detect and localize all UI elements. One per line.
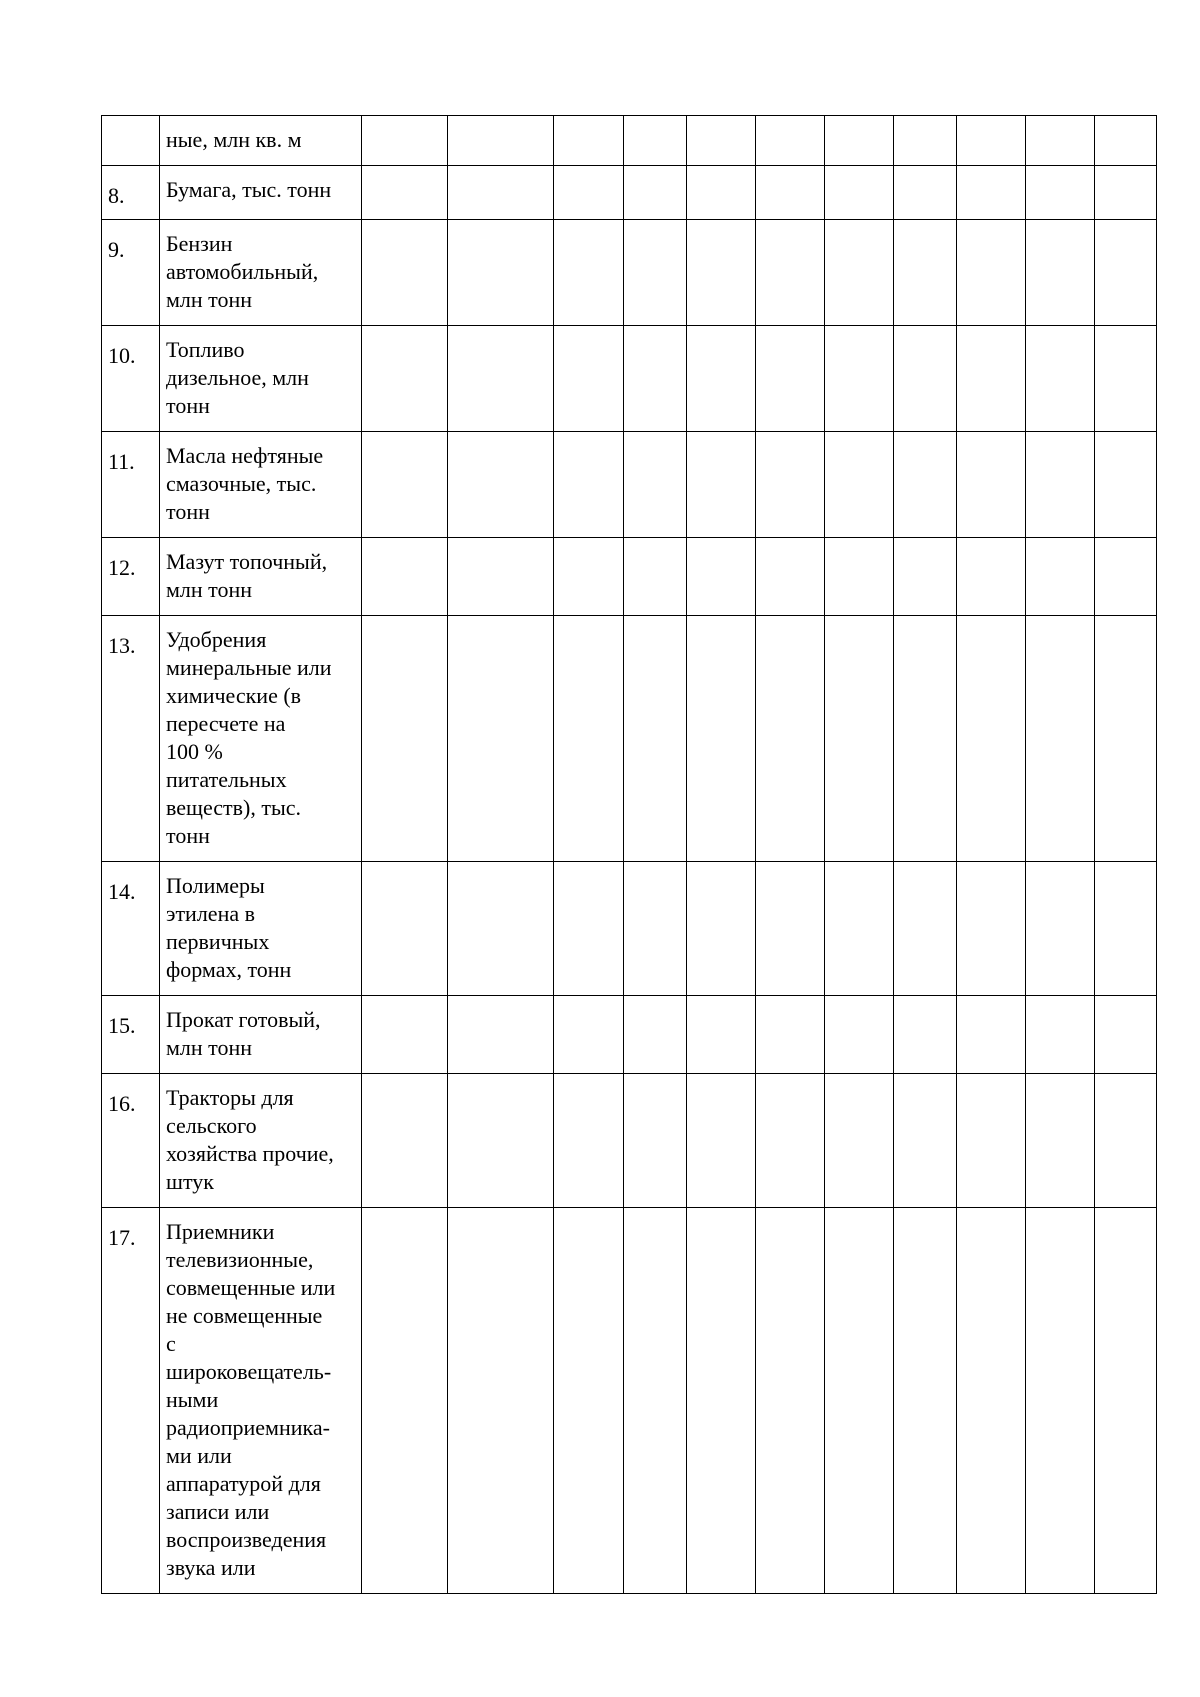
empty-value-cell	[894, 166, 957, 220]
empty-value-cell	[825, 538, 894, 616]
empty-value-cell	[687, 616, 756, 862]
empty-value-cell	[1095, 220, 1157, 326]
empty-value-cell	[362, 616, 448, 862]
empty-value-cell	[756, 616, 825, 862]
table-row	[102, 326, 1157, 432]
empty-value-cell	[825, 432, 894, 538]
row-number: 8.	[102, 166, 160, 220]
empty-value-cell	[1026, 432, 1095, 538]
empty-value-cell	[1026, 326, 1095, 432]
empty-value-cell	[1095, 432, 1157, 538]
empty-value-cell	[894, 220, 957, 326]
empty-value-cell	[756, 432, 825, 538]
empty-value-cell	[687, 1208, 756, 1594]
empty-value-cell	[362, 996, 448, 1074]
row-number: 15.	[102, 996, 160, 1074]
table-row	[102, 1208, 1157, 1594]
empty-value-cell	[825, 996, 894, 1074]
empty-value-cell	[957, 616, 1026, 862]
indicator-name: Бумага, тыс. тонн	[160, 166, 362, 220]
empty-value-cell	[825, 862, 894, 996]
empty-value-cell	[957, 1074, 1026, 1208]
empty-value-cell	[554, 166, 624, 220]
table-row	[102, 616, 1157, 862]
table-row	[102, 116, 1157, 166]
empty-value-cell	[687, 116, 756, 166]
empty-value-cell	[624, 862, 687, 996]
empty-value-cell	[554, 220, 624, 326]
empty-value-cell	[756, 116, 825, 166]
empty-value-cell	[1026, 1208, 1095, 1594]
empty-value-cell	[362, 116, 448, 166]
empty-value-cell	[756, 538, 825, 616]
empty-value-cell	[756, 1208, 825, 1594]
empty-value-cell	[624, 996, 687, 1074]
table-row	[102, 996, 1157, 1074]
row-number: 9.	[102, 220, 160, 326]
indicator-name: Прокат готовый, млн тонн	[160, 996, 362, 1074]
empty-value-cell	[554, 326, 624, 432]
empty-value-cell	[1095, 616, 1157, 862]
empty-value-cell	[957, 538, 1026, 616]
empty-value-cell	[362, 1074, 448, 1208]
empty-value-cell	[894, 432, 957, 538]
empty-value-cell	[687, 326, 756, 432]
empty-value-cell	[362, 166, 448, 220]
empty-value-cell	[554, 432, 624, 538]
empty-value-cell	[957, 220, 1026, 326]
empty-value-cell	[756, 862, 825, 996]
empty-value-cell	[448, 616, 554, 862]
table-row	[102, 862, 1157, 996]
empty-value-cell	[756, 1074, 825, 1208]
indicator-name: ные, млн кв. м	[160, 116, 362, 166]
empty-value-cell	[957, 326, 1026, 432]
empty-value-cell	[825, 1074, 894, 1208]
empty-value-cell	[448, 538, 554, 616]
empty-value-cell	[448, 116, 554, 166]
empty-value-cell	[362, 326, 448, 432]
empty-value-cell	[362, 862, 448, 996]
empty-value-cell	[756, 220, 825, 326]
empty-value-cell	[1095, 538, 1157, 616]
empty-value-cell	[687, 166, 756, 220]
indicator-name: Тракторы для сельского хозяйства прочие, штук	[160, 1074, 362, 1208]
empty-value-cell	[624, 1074, 687, 1208]
empty-value-cell	[825, 116, 894, 166]
row-number: 11.	[102, 432, 160, 538]
empty-value-cell	[362, 1208, 448, 1594]
empty-value-cell	[624, 220, 687, 326]
row-number: 16.	[102, 1074, 160, 1208]
empty-value-cell	[894, 616, 957, 862]
row-number: 17.	[102, 1208, 160, 1594]
empty-value-cell	[624, 1208, 687, 1594]
empty-value-cell	[1095, 996, 1157, 1074]
row-number: 14.	[102, 862, 160, 996]
empty-value-cell	[1095, 1208, 1157, 1594]
empty-value-cell	[624, 116, 687, 166]
empty-value-cell	[957, 862, 1026, 996]
table-row	[102, 432, 1157, 538]
empty-value-cell	[448, 996, 554, 1074]
indicator-name: Масла нефтяные смазочные, тыс. тонн	[160, 432, 362, 538]
empty-value-cell	[825, 1208, 894, 1594]
empty-value-cell	[554, 116, 624, 166]
row-number: 13.	[102, 616, 160, 862]
table-body	[102, 116, 1157, 1594]
empty-value-cell	[957, 432, 1026, 538]
empty-value-cell	[448, 326, 554, 432]
empty-value-cell	[624, 166, 687, 220]
empty-value-cell	[448, 862, 554, 996]
empty-value-cell	[894, 1074, 957, 1208]
empty-value-cell	[554, 1208, 624, 1594]
empty-value-cell	[1026, 996, 1095, 1074]
empty-value-cell	[1095, 116, 1157, 166]
empty-value-cell	[1026, 220, 1095, 326]
empty-value-cell	[448, 1074, 554, 1208]
row-number: 10.	[102, 326, 160, 432]
indicator-name: Удобрения минеральные или химические (в пересчете на 100 % питательных веществ), тыс. тонн	[160, 616, 362, 862]
empty-value-cell	[362, 220, 448, 326]
empty-value-cell	[894, 862, 957, 996]
empty-value-cell	[687, 220, 756, 326]
indicator-name: Мазут топочный, млн тонн	[160, 538, 362, 616]
indicator-name: Полимеры этилена в первичных формах, тонн	[160, 862, 362, 996]
empty-value-cell	[624, 326, 687, 432]
empty-value-cell	[554, 862, 624, 996]
empty-value-cell	[825, 220, 894, 326]
table-row	[102, 1074, 1157, 1208]
empty-value-cell	[1095, 1074, 1157, 1208]
empty-value-cell	[554, 1074, 624, 1208]
empty-value-cell	[825, 166, 894, 220]
empty-value-cell	[687, 432, 756, 538]
empty-value-cell	[687, 538, 756, 616]
empty-value-cell	[1026, 166, 1095, 220]
indicator-name: Топливо дизельное, млн тонн	[160, 326, 362, 432]
empty-value-cell	[1026, 1074, 1095, 1208]
empty-value-cell	[1095, 166, 1157, 220]
empty-value-cell	[1026, 538, 1095, 616]
row-number	[102, 116, 160, 166]
empty-value-cell	[957, 996, 1026, 1074]
empty-value-cell	[894, 996, 957, 1074]
empty-value-cell	[957, 1208, 1026, 1594]
empty-value-cell	[957, 116, 1026, 166]
empty-value-cell	[554, 996, 624, 1074]
indicator-table	[101, 115, 1157, 1594]
empty-value-cell	[894, 538, 957, 616]
empty-value-cell	[448, 166, 554, 220]
row-number: 12.	[102, 538, 160, 616]
empty-value-cell	[624, 616, 687, 862]
empty-value-cell	[1026, 616, 1095, 862]
empty-value-cell	[448, 432, 554, 538]
empty-value-cell	[448, 220, 554, 326]
indicator-name: Бензин автомобильный, млн тонн	[160, 220, 362, 326]
empty-value-cell	[362, 538, 448, 616]
empty-value-cell	[1026, 862, 1095, 996]
empty-value-cell	[756, 996, 825, 1074]
indicator-name: Приемники телевизионные, совмещенные или не совмещенные с широковещатель- ными радиоприемника- ми или аппаратурой для записи или воспроизведения звука или	[160, 1208, 362, 1594]
empty-value-cell	[624, 538, 687, 616]
empty-value-cell	[1026, 116, 1095, 166]
empty-value-cell	[894, 1208, 957, 1594]
empty-value-cell	[894, 116, 957, 166]
empty-value-cell	[1095, 862, 1157, 996]
table-row	[102, 166, 1157, 220]
empty-value-cell	[957, 166, 1026, 220]
empty-value-cell	[362, 432, 448, 538]
empty-value-cell	[687, 996, 756, 1074]
table-row	[102, 538, 1157, 616]
empty-value-cell	[624, 432, 687, 538]
empty-value-cell	[554, 538, 624, 616]
table-row	[102, 220, 1157, 326]
empty-value-cell	[756, 166, 825, 220]
empty-value-cell	[554, 616, 624, 862]
empty-value-cell	[825, 326, 894, 432]
empty-value-cell	[756, 326, 825, 432]
empty-value-cell	[825, 616, 894, 862]
empty-value-cell	[448, 1208, 554, 1594]
empty-value-cell	[894, 326, 957, 432]
empty-value-cell	[687, 862, 756, 996]
empty-value-cell	[687, 1074, 756, 1208]
empty-value-cell	[1095, 326, 1157, 432]
